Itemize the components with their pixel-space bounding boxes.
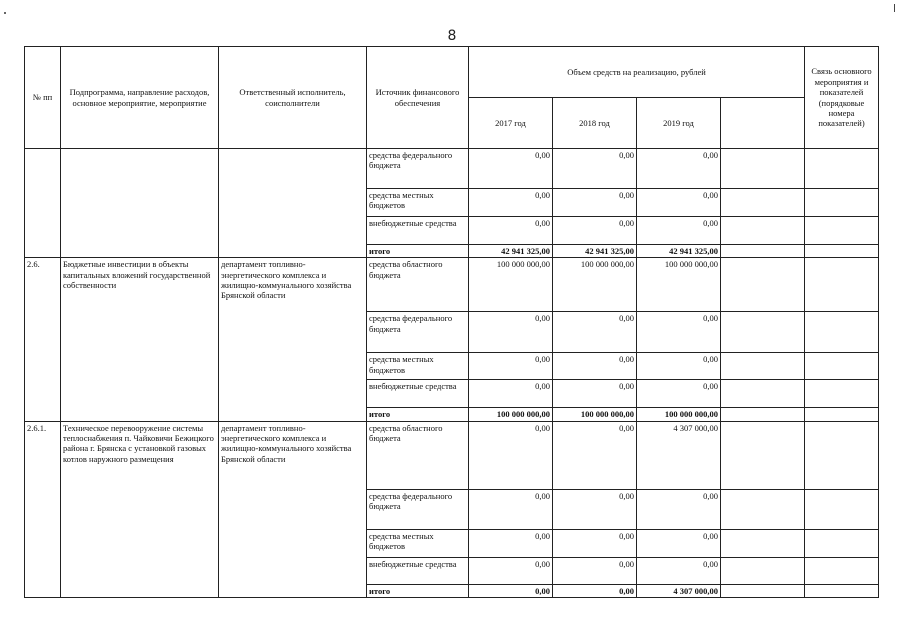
- value-2017: 100 000 000,00: [469, 258, 553, 312]
- source-cell: средства областного бюджета: [367, 258, 469, 312]
- source-cell: средства федерального бюджета: [367, 312, 469, 353]
- value-2018: 0,00: [553, 421, 637, 489]
- value-2017: 0,00: [469, 557, 553, 584]
- value-2018: 100 000 000,00: [553, 258, 637, 312]
- row-number: [25, 149, 61, 258]
- value-2018: 100 000 000,00: [553, 408, 637, 421]
- value-2018: 0,00: [553, 380, 637, 408]
- header-link: Связь основного мероприятия и показателей (порядковые номера показателей): [805, 47, 879, 149]
- link-cell: [805, 217, 879, 245]
- value-2018: 0,00: [553, 557, 637, 584]
- link-cell: [805, 557, 879, 584]
- value-2017: 0,00: [469, 489, 553, 529]
- value-2017: 0,00: [469, 312, 553, 353]
- source-cell: внебюджетные средства: [367, 217, 469, 245]
- row-number: 2.6.1.: [25, 421, 61, 597]
- scan-speck: [4, 12, 6, 14]
- table-row: [25, 421, 879, 489]
- source-cell: средства местных бюджетов: [367, 353, 469, 380]
- value-2019: 0,00: [637, 217, 721, 245]
- value-extra: [721, 557, 805, 584]
- link-cell: [805, 380, 879, 408]
- row-number: 2.6.: [25, 258, 61, 421]
- source-cell: внебюджетные средства: [367, 380, 469, 408]
- header-year-empty: [721, 98, 805, 149]
- page-number: 8: [447, 28, 457, 44]
- link-cell: [805, 149, 879, 189]
- link-cell: [805, 421, 879, 489]
- link-cell: [805, 584, 879, 597]
- value-extra: [721, 529, 805, 557]
- header-volume: Объем средств на реализацию, рублей: [469, 47, 805, 98]
- value-2019: 0,00: [637, 557, 721, 584]
- executor-name: департамент топливно-энергетического комплекса и жилищно-коммунального хозяйства Брянской области: [219, 421, 367, 597]
- source-cell: внебюджетные средства: [367, 557, 469, 584]
- value-2019: 100 000 000,00: [637, 258, 721, 312]
- source-cell: средства федерального бюджета: [367, 489, 469, 529]
- link-cell: [805, 312, 879, 353]
- executor-name: департамент топливно-энергетического комплекса и жилищно-коммунального хозяйства Брянской области: [219, 258, 367, 421]
- value-2018: 0,00: [553, 312, 637, 353]
- value-2018: 0,00: [553, 489, 637, 529]
- value-2017: 0,00: [469, 353, 553, 380]
- header-program: Подпрограмма, направление расходов, основное мероприятие, мероприятие: [61, 47, 219, 149]
- scan-edge-mark: [894, 4, 895, 12]
- value-extra: [721, 149, 805, 189]
- value-extra: [721, 421, 805, 489]
- value-extra: [721, 489, 805, 529]
- program-name: Бюджетные инвестиции в объекты капитальных вложений государственной собственности: [61, 258, 219, 421]
- source-cell: средства местных бюджетов: [367, 189, 469, 217]
- value-2017: 0,00: [469, 380, 553, 408]
- value-2018: 0,00: [553, 584, 637, 597]
- link-cell: [805, 353, 879, 380]
- value-2018: 0,00: [553, 353, 637, 380]
- value-2019: 4 307 000,00: [637, 584, 721, 597]
- table-row: [25, 149, 879, 189]
- source-cell: средства областного бюджета: [367, 421, 469, 489]
- header-year-2018: 2018 год: [553, 98, 637, 149]
- value-2019: 4 307 000,00: [637, 421, 721, 489]
- source-cell: средства федерального бюджета: [367, 149, 469, 189]
- value-extra: [721, 189, 805, 217]
- header-year-2017: 2017 год: [469, 98, 553, 149]
- value-2019: 0,00: [637, 529, 721, 557]
- budget-table: [24, 46, 879, 598]
- value-extra: [721, 258, 805, 312]
- source-cell: средства местных бюджетов: [367, 529, 469, 557]
- value-2018: 0,00: [553, 189, 637, 217]
- value-2017: 0,00: [469, 149, 553, 189]
- value-extra: [721, 353, 805, 380]
- value-2019: 0,00: [637, 353, 721, 380]
- value-extra: [721, 408, 805, 421]
- value-extra: [721, 584, 805, 597]
- source-cell: итого: [367, 584, 469, 597]
- source-cell: итого: [367, 408, 469, 421]
- value-2019: 42 941 325,00: [637, 245, 721, 258]
- value-2018: 0,00: [553, 217, 637, 245]
- link-cell: [805, 408, 879, 421]
- value-2017: 0,00: [469, 584, 553, 597]
- value-2019: 0,00: [637, 189, 721, 217]
- value-2018: 0,00: [553, 149, 637, 189]
- program-name: [61, 149, 219, 258]
- value-2019: 0,00: [637, 149, 721, 189]
- value-extra: [721, 312, 805, 353]
- value-extra: [721, 245, 805, 258]
- value-2017: 0,00: [469, 529, 553, 557]
- value-2019: 0,00: [637, 312, 721, 353]
- link-cell: [805, 245, 879, 258]
- program-name: Техническое перевооружение системы теплоснабжения п. Чайковичи Бежицкого района г. Брянска с установкой газовых котлов наружного размещения: [61, 421, 219, 597]
- value-extra: [721, 380, 805, 408]
- link-cell: [805, 258, 879, 312]
- value-2018: 0,00: [553, 529, 637, 557]
- value-2019: 0,00: [637, 380, 721, 408]
- header-no: № пп: [25, 47, 61, 149]
- value-2017: 42 941 325,00: [469, 245, 553, 258]
- header-source: Источник финансового обеспечения: [367, 47, 469, 149]
- value-2017: 0,00: [469, 217, 553, 245]
- budget-body: [25, 149, 879, 598]
- header-executor: Ответственный исполнитель, соисполнители: [219, 47, 367, 149]
- value-2019: 0,00: [637, 489, 721, 529]
- link-cell: [805, 489, 879, 529]
- table-row: [25, 258, 879, 312]
- value-2017: 100 000 000,00: [469, 408, 553, 421]
- executor-name: [219, 149, 367, 258]
- value-2018: 42 941 325,00: [553, 245, 637, 258]
- value-2017: 0,00: [469, 421, 553, 489]
- header-year-2019: 2019 год: [637, 98, 721, 149]
- value-extra: [721, 217, 805, 245]
- source-cell: итого: [367, 245, 469, 258]
- value-2017: 0,00: [469, 189, 553, 217]
- value-2019: 100 000 000,00: [637, 408, 721, 421]
- link-cell: [805, 529, 879, 557]
- link-cell: [805, 189, 879, 217]
